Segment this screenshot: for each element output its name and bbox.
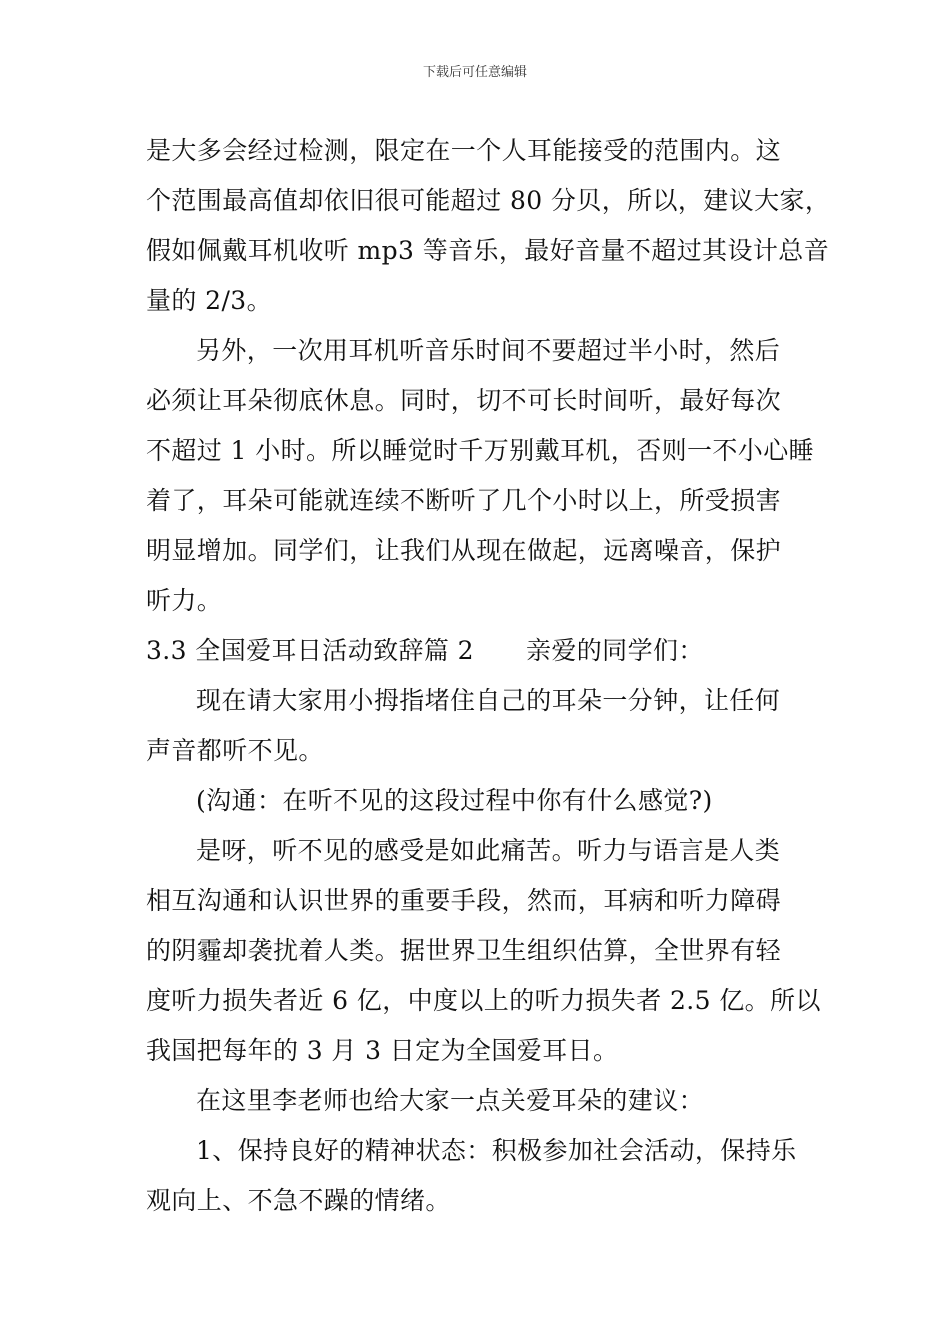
paragraph-start-line: 现在请大家用小拇指堵住自己的耳朵一分钟，让任何 xyxy=(196,686,781,715)
text-line: 个范围最高值却依旧很可能超过 80 分贝，所以，建议大家， xyxy=(146,186,831,215)
text-line: 度听力损失者近 6 亿，中度以上的听力损失者 2.5 亿。所以 xyxy=(146,986,821,1015)
paragraph-start-line: 另外，一次用耳机听音乐时间不要超过半小时，然后 xyxy=(196,336,781,365)
text-line: 观向上、不急不躁的情绪。 xyxy=(146,1186,451,1215)
paragraph-start-line: 1、保持良好的精神状态：积极参加社会活动，保持乐 xyxy=(196,1136,797,1165)
text-line: 相互沟通和认识世界的重要手段，然而，耳病和听力障碍 xyxy=(146,886,782,915)
document-body xyxy=(146,126,831,1226)
text-line: 假如佩戴耳机收听 mp3 等音乐，最好音量不超过其设计总音 xyxy=(146,236,830,265)
paragraph-start-line: 是呀，听不见的感受是如此痛苦。听力与语言是人类 xyxy=(196,836,781,865)
paragraph-start-line: 在这里李老师也给大家一点关爱耳朵的建议： xyxy=(196,1086,705,1115)
section-heading-line xyxy=(146,626,816,676)
text-line: 是大多会经过检测，限定在一个人耳能接受的范围内。这 xyxy=(146,136,782,165)
paragraph-start-line: (沟通：在听不见的这段过程中你有什么感觉?) xyxy=(196,786,713,815)
text-line: 明显增加。同学们，让我们从现在做起，远离噪音，保护 xyxy=(146,536,782,565)
text-line: 的阴霾却袭扰着人类。据世界卫生组织估算，全世界有轻 xyxy=(146,936,782,965)
text-line: 量的 2/3。 xyxy=(146,286,272,315)
text-line: 听力。 xyxy=(146,586,223,615)
salutation: 亲爱的同学们： xyxy=(525,636,704,665)
text-line: 必须让耳朵彻底休息。同时，切不可长时间听，最好每次 xyxy=(146,386,782,415)
page-header: 下载后可任意编辑 xyxy=(422,65,527,80)
text-line: 不超过 1 小时。所以睡觉时千万别戴耳机，否则一不小心睡 xyxy=(146,436,815,465)
section-heading: 3.3 全国爱耳日活动致辞篇 2 xyxy=(146,636,474,665)
text-line: 我国把每年的 3 月 3 日定为全国爱耳日。 xyxy=(146,1036,619,1065)
text-line: 着了，耳朵可能就连续不断听了几个小时以上，所受损害 xyxy=(146,486,782,515)
text-line: 声音都听不见。 xyxy=(146,736,324,765)
